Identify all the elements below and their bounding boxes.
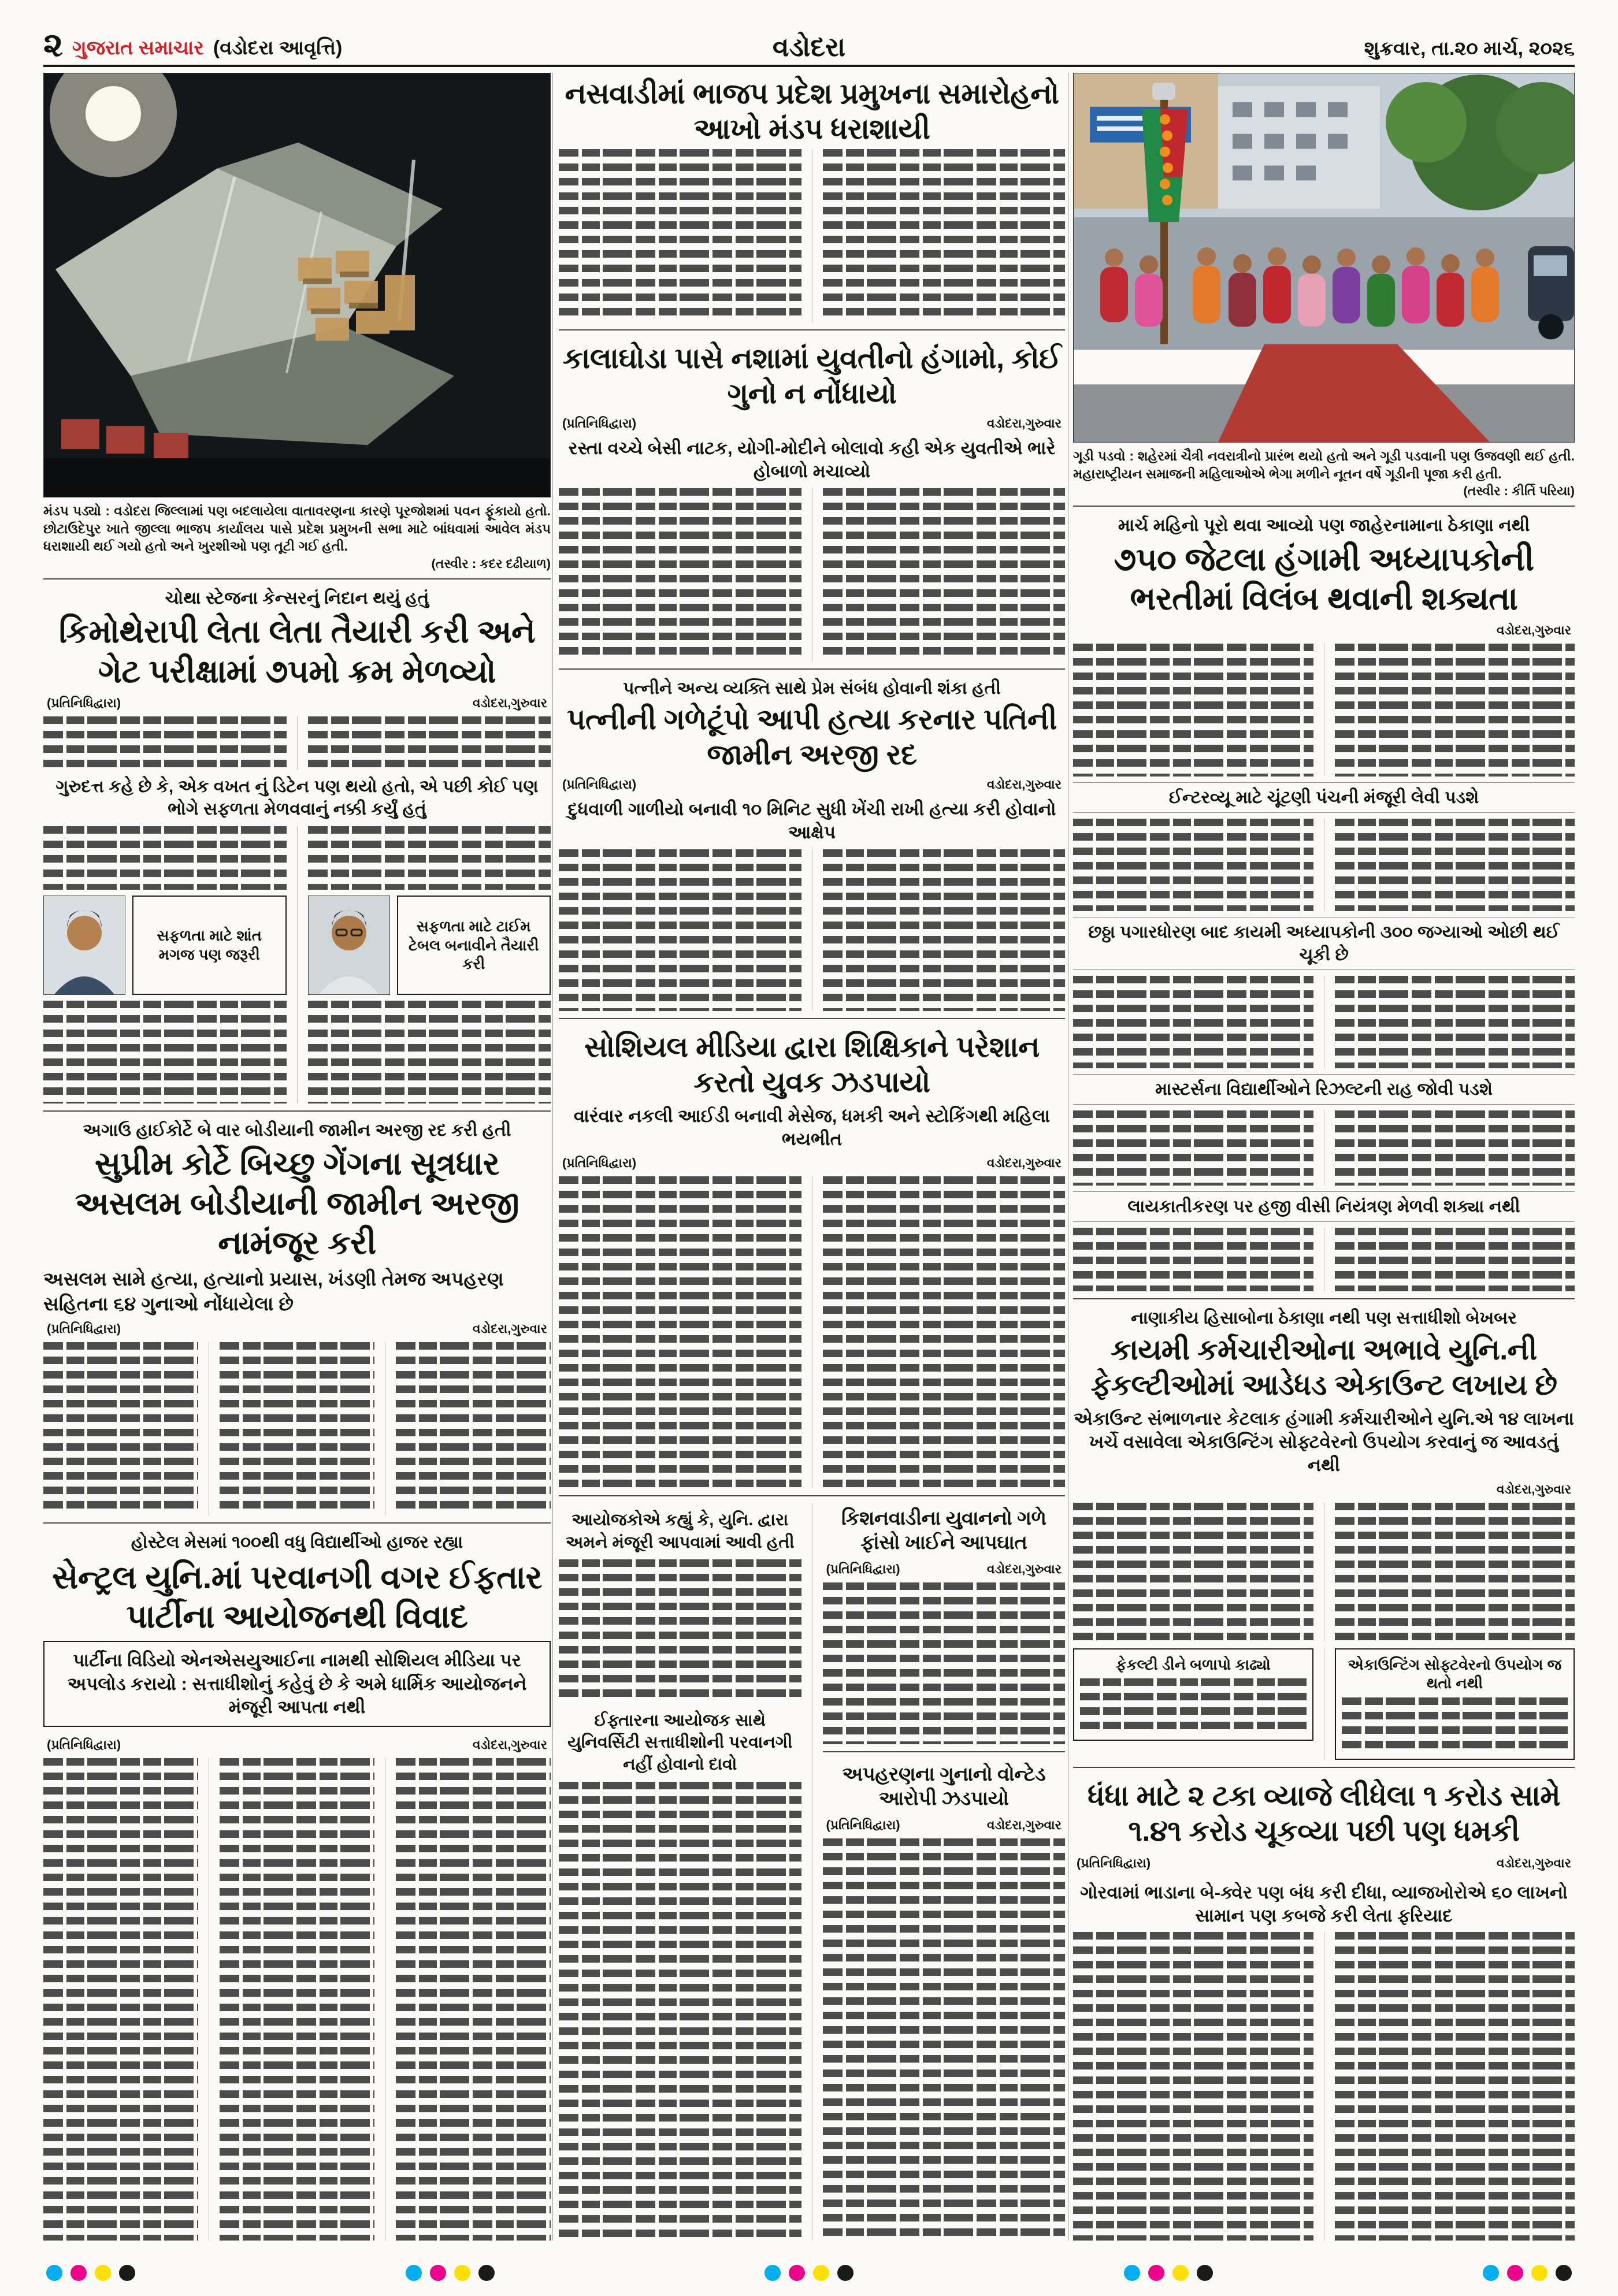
dateline <box>826 1562 1062 1577</box>
article-subhead: રસ્તા વચ્ચે બેસી નાટક, યોગી-મોદીને બોલાવો કહી એક યુવતીએ ભારે હોબાળો મચાવ્યો <box>568 438 1056 482</box>
iftar-callout-2: ઈફ્તારના આયોજક સાથે યુનિવર્સિટી સત્તાધીશોની પરવાનગી નહીં હોવાનો દાવો <box>567 1711 793 1774</box>
article-crosshead-3: માસ્ટર્સના વિદ્યાર્થીઓને રિઝલ્ટની રાહ જોવી પડશે <box>1073 1074 1575 1105</box>
byline: (પ્રતિનિધિદ્વારા) <box>562 777 637 792</box>
article-rule <box>559 1018 1065 1019</box>
article-headline: કિમોથેરાપી લેતા લેતા તૈયારી કરી અને ગેટ પરીક્ષામાં ૭૫મો ક્રમ મેળવ્યો <box>58 613 536 689</box>
byline: (પ્રતિનિધિદ્વારા) <box>562 416 637 430</box>
masthead-rule <box>43 65 1575 67</box>
dateline <box>47 1321 547 1336</box>
article-rule <box>43 1110 551 1112</box>
article-rule <box>559 668 1065 670</box>
registration-dot-black <box>478 2265 495 2281</box>
dateline-place: વડોદરા,ગુરુવાર <box>986 777 1062 792</box>
article-crosshead: ગુરુદત્ત કહે છે કે, એક વખત નું ડિટેન પણ થયો હતો, એ પછી કોઈ પણ ભોગે સફળતા મેળવવાનું નક્કી કર્યું હતું <box>55 777 539 819</box>
dateline <box>1077 623 1571 638</box>
article-kicker: ચોથા સ્ટેજના કેન્સરનું નિદાન થયું હતું <box>165 588 429 608</box>
article-chemo-gate <box>43 586 551 1104</box>
edition-label: (વડોદરા આવૃત્તિ) <box>213 37 343 59</box>
article-headline: ૭૫૦ જેટલા હંગામી અધ્યાપકોની ભરતીમાં વિલંબ થવાની શક્યતા <box>1114 540 1534 616</box>
dateline-place: વડોદરા,ગુરુવાર <box>472 1737 547 1752</box>
registration-dot-magenta <box>70 2265 87 2281</box>
registration-dot-cyan <box>406 2265 422 2281</box>
newspaper-brand: ગુજરાત સમાચાર <box>72 37 204 59</box>
byline: (પ્રતિનિધિદ્વારા) <box>1077 1855 1151 1870</box>
byline: (પ્રતિનિધિદ્વારા) <box>47 695 121 710</box>
article-headline: નસવાડીમાં ભાજપ પ્રદેશ પ્રમુખના સમારોહનો આખો મંડપ ધરાશાયી <box>565 77 1059 145</box>
article-kicker: પત્નીને અન્ય વ્યક્તિ સાથે પ્રેમ સંબંધ હોવાની શંકા હતી <box>623 678 1001 698</box>
article-headline: સોશિયલ મીડિયા દ્વારા શિક્ષિકાને પરેશાન કરતો યુવક ઝડપાયો <box>584 1030 1040 1098</box>
article-subhead: દુધવાળી ગાળીયો બનાવી ૧૦ મિનિટ સુધી ખેંચી રાખી હત્યા કરી હોવાનો આક્ષેપ <box>567 799 1056 843</box>
byline: (પ્રતિનિધિદ્વારા) <box>47 1737 121 1752</box>
article-subhead: વારંવાર નકલી આઈડી બનાવી મેસેજ, ધમકી અને સ્ટોકિંગથી મહિલા ભયભીત <box>573 1105 1051 1149</box>
article-rule <box>559 329 1065 330</box>
dateline <box>562 416 1062 431</box>
dateline-place: વડોદરા,ગુરુવાર <box>1496 1481 1571 1496</box>
article-rule <box>559 1495 1065 1496</box>
registration-dot-black <box>837 2265 853 2281</box>
article-crosshead-1: ઈન્ટરવ્યૂ માટે ચૂંટણી પંચની મંજૂરી લેવી પડશે <box>1073 782 1575 813</box>
dateline <box>1077 1482 1571 1497</box>
article-crosshead-4: લાયકાતીકરણ પર હજી વીસી નિયંત્રણ મેળવી શક્યા નથી <box>1073 1191 1575 1222</box>
registration-dot-magenta <box>789 2265 805 2281</box>
byline: (પ્રતિનિધિદ્વારા) <box>826 1562 900 1577</box>
dateline <box>47 1737 547 1752</box>
article-crosshead-2: છઠ્ઠા પગારધોરણ બાદ કાયમી અધ્યાપકોની ૩૦૦ જગ્યાઓ ઓછી થઈ ચૂકી છે <box>1073 917 1575 970</box>
photo-caption-left: મંડપ પડ્યો : વડોદરા જિલ્લામાં પણ બદલાયેલા વાતાવરણના કારણે પૂરજોશમાં પવન ફૂંકાયો હતો. છોટાઉદેપુર ખાતે જીલ્લા ભાજપ કાર્યાલય પાસે પ્રદેશ પ્રમુખની સભા માટે બાંધવામાં આવેલ મંડપ ધરાશાયી થઈ ગયો હતો અને ખુરશીઓ પણ તૂટી ગઈ હતી. <box>43 503 551 554</box>
registration-dot-yellow <box>95 2265 111 2281</box>
article-subhead: અસલમ સામે હત્યા, હત્યાનો પ્રયાસ, ખંડણી તેમજ અપહરણ સહિતના ૬૪ ગુનાઓ નોંધાયેલા છે <box>43 1268 504 1315</box>
page-number: ૨ <box>43 25 64 64</box>
registration-dot-black <box>119 2265 135 2281</box>
photo-credit-right: (તસ્વીર : કીર્તિ પરિયા) <box>1463 484 1575 499</box>
dateline <box>1077 1856 1571 1871</box>
article-kicker: માર્ચ મહિનો પૂરો થવા આવ્યો પણ જાહેરનામાના ઠેકાણા નથી <box>1118 516 1530 536</box>
article-headline-kidnap: અપહરણના ગુનાનો વોન્ટેડ આરોપી ઝડપાયો <box>842 1763 1046 1810</box>
figure-student-1 <box>43 896 287 995</box>
registration-dot-yellow <box>454 2265 470 2281</box>
article-headline: ધંધા માટે ૨ ટકા વ્યાજે લીધેલા ૧ કરોડ સામે ૧.૪૧ કરોડ ચૂકવ્યા પછી પણ ધમકી <box>1087 1779 1561 1847</box>
article-rule <box>1073 1767 1575 1768</box>
dateline-place: વડોદરા,ગુરુવાર <box>472 695 547 710</box>
article-university-accounts <box>1073 1306 1575 1759</box>
print-registration-marks <box>0 2265 1618 2281</box>
figure-caption: સફળતા માટે ટાઈમ ટેબલ બનાવીને તૈયારી કરી <box>397 896 551 995</box>
collapsed-mandap-photo <box>43 73 551 497</box>
article-headline: સુપ્રીમ કોર્ટે બિચ્છુ ગેંગના સૂત્રધાર અસલમ બોડીયાની જામીન અરજી નામંજૂર કરી <box>75 1145 519 1261</box>
article-iftar-party <box>43 1530 551 2241</box>
article-rule <box>823 1751 1066 1752</box>
article-headline: કાયમી કર્મચારીઓના અભાવે યુનિ.ની ફેકલ્ટીઓમાં આડેધડ એકાઉન્ટ લખાય છે <box>1090 1333 1557 1401</box>
issue-date: શુક્રવાર, તા.૨૦ માર્ચ, ૨૦૨૬ <box>1364 38 1575 60</box>
article-subhead: એકાઉન્ટ સંભાળનાર કેટલાક હંગામી કર્મચારીઓને યુનિ.એ ૧૪ લાખના ખર્ચે વસાવેલા એકાઉન્ટિંગ સોફ્ટવેરનો ઉપયોગ કરવાનું જ આવડતું નથી <box>1074 1408 1574 1476</box>
iftar-continuation-column <box>559 1503 801 2241</box>
callout-box-title: ફેકલ્ટી ડીને બળાપો કાઢ્યો <box>1115 1655 1271 1673</box>
article-supreme-bail <box>43 1119 551 1515</box>
callout-box-faculty-dean <box>1073 1648 1313 1741</box>
dateline-place: વડોદરા,ગુરુવાર <box>986 1156 1062 1171</box>
registration-dot-yellow <box>1172 2265 1189 2281</box>
dateline-place: વડોદરા,ગુરુવાર <box>986 1818 1062 1833</box>
dateline-place: વડોદરા,ગુરુવાર <box>986 416 1062 430</box>
dateline-place: વડોદરા,ગુરુવાર <box>472 1321 547 1336</box>
article-rule <box>43 578 551 579</box>
byline: (પ્રતિનિધિદ્વારા) <box>562 1156 637 1171</box>
article-kalaghoda <box>559 337 1065 662</box>
dateline <box>47 696 547 711</box>
dateline <box>562 1156 1062 1171</box>
callout-box-software <box>1335 1648 1575 1760</box>
article-subhead: ગોરવામાં ભાડાના બે-ક્વેર પણ બંધ કરી દીધા, વ્યાજખોરોએ ૬૦ લાખનો સામાન પણ કબજે કરી લેતા ફરિયાદ <box>1080 1882 1568 1926</box>
byline: (પ્રતિનિધિદ્વારા) <box>826 1818 900 1833</box>
dateline-place: વડોદરા,ગુરુવાર <box>986 1562 1062 1577</box>
section-title: વડોદરા <box>772 32 846 62</box>
dateline-place: વડોદરા,ગુરુવાર <box>1496 623 1571 638</box>
article-rule <box>1073 506 1575 507</box>
briefs-column <box>812 1503 1066 2241</box>
registration-dot-yellow <box>1531 2265 1548 2281</box>
article-moneylender-threat <box>1073 1775 1575 2241</box>
figure-caption: સફળતા માટે શાંત મગજ પણ જરૂરી <box>132 896 287 995</box>
article-kicker: હોસ્ટેલ મેસમાં ૧૦૦થી વધુ વિદ્યાર્થીઓ હાજર રહ્યા <box>131 1533 463 1552</box>
registration-dot-magenta <box>430 2265 446 2281</box>
dateline-place: વડોદરા,ગુરુવાર <box>1496 1855 1571 1870</box>
registration-dot-black <box>1197 2265 1213 2281</box>
dateline <box>826 1818 1062 1833</box>
article-headline: કાલાઘોડા પાસે નશામાં યુવતીનો હંગામો, કોઈ ગુનો ન નોંધાયો <box>562 342 1062 410</box>
article-nasvadi-mandap <box>559 73 1065 322</box>
iftar-callout-1: આયોજકોએ કહ્યું કે, યુનિ. દ્વારા અમને મંજૂરી આપવામાં આવી હતી <box>565 1511 795 1552</box>
column-divider <box>552 73 553 2241</box>
photo-credit-left: (તસ્વીર : કદર દઢીયાળ) <box>431 556 551 571</box>
dateline <box>562 777 1062 792</box>
student-portrait-photo <box>308 896 390 995</box>
figure-student-2 <box>308 896 551 995</box>
gudi-padwa-procession-photo <box>1073 73 1575 443</box>
photo-caption-right: ગૂડી પડવો : શહેરમાં ચૈત્રી નવરાત્રીનો પ્રારંભ થયો હતો અને ગૂડી પડવાની પણ ઉજવણી થઈ હતી. મહારાષ્ટ્રીયન સમાજની મહિલાઓએ ભેગા મળીને નૂતન વર્ષે ગૂડીની પૂજા કરી હતી. <box>1073 448 1575 481</box>
registration-dot-cyan <box>765 2265 781 2281</box>
masthead <box>43 15 1575 64</box>
registration-dot-cyan <box>1483 2265 1499 2281</box>
student-portrait-photo <box>43 896 125 995</box>
article-kicker: નાણાકીય હિસાબોના ઠેકાણા નથી પણ સત્તાધીશો બેખબર <box>1131 1309 1517 1328</box>
registration-dot-magenta <box>1507 2265 1523 2281</box>
article-professor-recruitment <box>1073 514 1575 1291</box>
article-box-subhead: પાર્ટીના વિડિયો એનએસયુઆઈના નામથી સોશિયલ મીડિયા પર અપલોડ કરાયો : સત્તાધીશોનું કહેવું છે કે અમે ધાર્મિક આયોજનને મંજૂરી આપતા નથી <box>43 1641 551 1727</box>
article-rule <box>43 1522 551 1524</box>
registration-dot-cyan <box>46 2265 62 2281</box>
callout-box-title: એકાઉન્ટિંગ સોફ્ટવેરનો ઉપયોગ જ થતો નથી <box>1348 1655 1562 1692</box>
registration-dot-black <box>1556 2265 1572 2281</box>
article-rule <box>1073 1298 1575 1299</box>
registration-dot-cyan <box>1124 2265 1140 2281</box>
article-headline-suicide: કિશનવાડીના યુવાનનો ગળે ફાંસો ખાઈને આપઘાત <box>841 1507 1046 1554</box>
registration-dot-yellow <box>813 2265 829 2281</box>
article-stalker <box>559 1026 1065 1489</box>
article-headline: સેન્ટ્રલ યુનિ.માં પરવાનગી વગર ઈફતાર પાર્ટીના આયોજનથી વિવાદ <box>52 1558 542 1634</box>
article-kicker: અગાઉ હાઈકોર્ટે બે વાર બોડીયાની જામીન અરજી રદ કરી હતી <box>83 1120 511 1140</box>
article-headline: પત્નીની ગળેટૂંપો આપી હત્યા કરનાર પતિની જામીન અરજી રદ <box>567 703 1057 771</box>
registration-dot-magenta <box>1148 2265 1164 2281</box>
article-wife-murder-bail <box>559 677 1065 1011</box>
byline: (પ્રતિનિધિદ્વારા) <box>47 1321 121 1336</box>
